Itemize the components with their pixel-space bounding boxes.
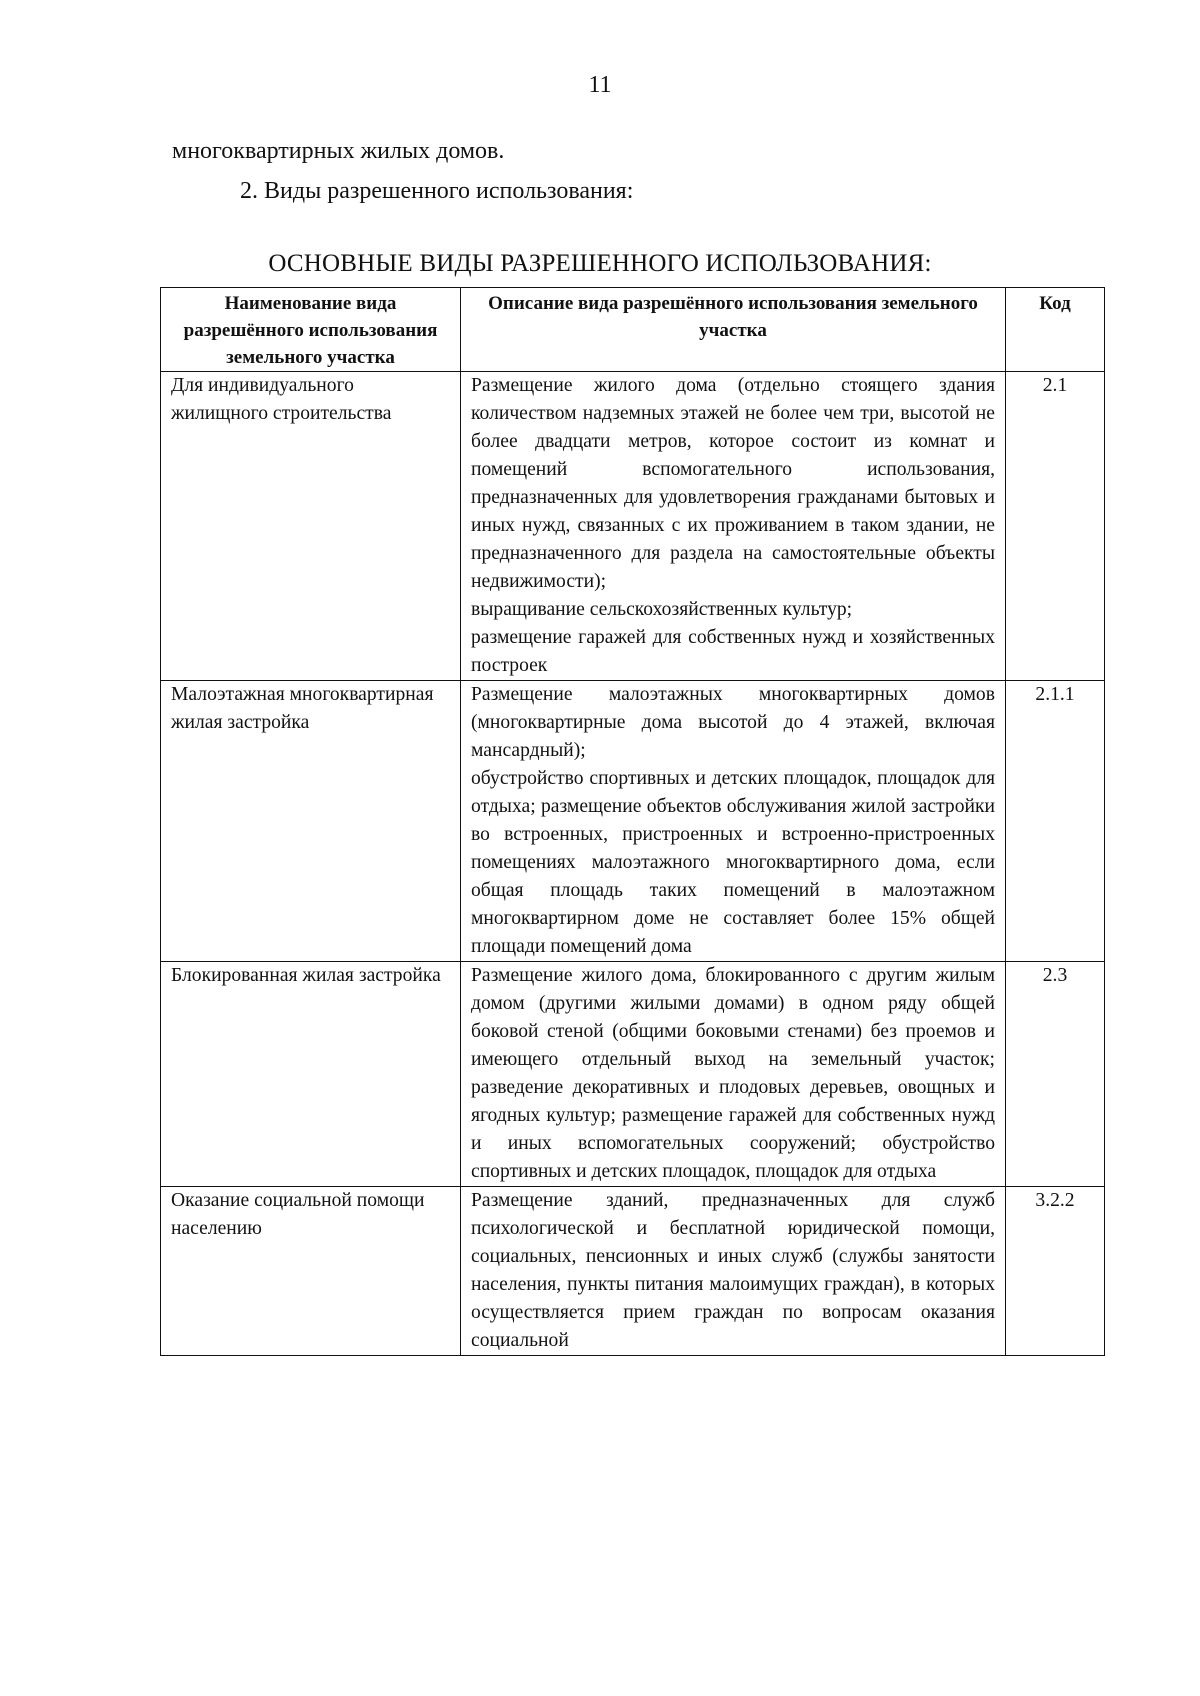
row-description (461, 962, 1006, 1187)
section-title: ОСНОВНЫЕ ВИДЫ РАЗРЕШЕННОГО ИСПОЛЬЗОВАНИЯ: (268, 250, 932, 277)
row-code: 2.1.1 (1006, 681, 1105, 962)
description-line: размещение гаражей для собственных нужд и хозяйственных построек (471, 627, 995, 676)
description-line: Размещение зданий, предназначенных для служб психологической и бесплатной юридической помощи, социальных, пенсионных и иных служб (службы занятости населения, пункты питания малоимущих граждан), в которых осуществляется прием граждан по вопросам оказания социальной (471, 1190, 995, 1351)
description-line: Размещение жилого дома, блокированного с другим жилым домом (другими жилыми домами) в одном ряду общей боковой стеной (общими боковыми стенами) без проемов и имеющего отдельный выход на земельный участок; разведение декоративных и плодовых деревьев, овощных и ягодных культур; размещение гаражей для собственных нужд и иных вспомогательных сооружений; обустройство спортивных и детских площадок, площадок для отдыха (471, 965, 995, 1182)
row-code: 2.1 (1006, 372, 1105, 681)
header-code: Код (1006, 288, 1105, 372)
description-line: Размещение малоэтажных многоквартирных домов (многоквартирные дома высотой до 4 этажей, включая мансардный); (471, 684, 995, 761)
description-line: выращивание сельскохозяйственных культур; (471, 599, 853, 620)
row-description (461, 1187, 1006, 1356)
row-name: Для индивидуального жилищного строительства (161, 372, 461, 681)
table-row (161, 681, 1105, 962)
table-row (161, 372, 1105, 681)
row-description (461, 372, 1006, 681)
row-name: Оказание социальной помощи населению (161, 1187, 461, 1356)
page-number: 11 (588, 72, 612, 98)
row-code: 2.3 (1006, 962, 1105, 1187)
header-name: Наименование вида разрешённого использования земельного участка (161, 288, 461, 372)
row-code: 3.2.2 (1006, 1187, 1105, 1356)
table-header-row (161, 288, 1105, 372)
intro-text: многоквартирных жилых домов. (172, 138, 505, 164)
description-line: Размещение жилого дома (отдельно стоящего здания количеством надземных этажей не более чем три, высотой не более двадцати метров, которое состоит из комнат и помещений вспомогательного использования, предназначенных для удовлетворения гражданами бытовых и иных нужд, связанных с их проживанием в таком здании, не предназначенного для раздела на самостоятельные объекты недвижимости); (471, 375, 995, 592)
row-description (461, 681, 1006, 962)
description-line: обустройство спортивных и детских площадок, площадок для отдыха; размещение объектов обслуживания жилой застройки во встроенных, пристроенных и встроенно-пристроенных помещениях малоэтажного многоквартирного дома, если общая площадь таких помещений в малоэтажном многоквартирном доме не составляет более 15% общей площади помещений дома (471, 768, 995, 957)
permitted-use-table (160, 287, 1105, 1356)
row-name: Блокированная жилая застройка (161, 962, 461, 1187)
intro-list-item: 2. Виды разрешенного использования: (240, 178, 634, 204)
row-name: Малоэтажная многоквартирная жилая застройка (161, 681, 461, 962)
header-description: Описание вида разрешённого использования земельного участка (461, 288, 1006, 372)
table-row (161, 1187, 1105, 1356)
table-row (161, 962, 1105, 1187)
